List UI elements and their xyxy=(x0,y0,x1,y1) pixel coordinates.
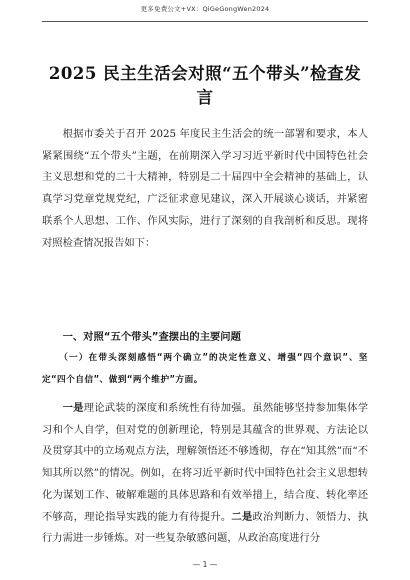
header-divider xyxy=(42,21,368,22)
point-lead-2: 二是 xyxy=(231,510,253,523)
body-paragraph xyxy=(42,398,368,550)
page-number: — 1 — xyxy=(192,560,218,569)
header-note: 更多免费公文+VX：QiGeGongWen2024 xyxy=(140,5,270,13)
intro-text: 根据市委关于召开 2025 年度民主生活会的统一部署和要求，本人紧紧围绕“五个带头”主题，在前期深入学习习近平新时代中国特色社会主义思想和党的二十大精神，特别是二十届四中全会精神的基础上，认真学习党章党规党纪，广泛征求意见建议，深入开展谈心谈话，并紧密联系个人思想、工作、作风实际，进行了深刻的自我剖析和反思。现将对照检查情况报告如下： xyxy=(42,128,368,249)
point-text-2: 政治判断力、领悟力、执行力需进一步锤炼。对一些复杂敏感问题，从政治高度进行分 xyxy=(42,510,368,545)
paragraph-text xyxy=(42,398,368,550)
point-lead-1: 一是 xyxy=(62,402,84,414)
point-text-1: 理论武装的深度和系统性有待加强。虽然能够坚持参加集体学习和个人自学，但对党的创新理论，特别是其蕴含的世界观、方法论以及贯穿其中的立场观点方法，理解领悟还不够透彻，存在“知其然”而“不知其所以然”的情况。例如，在将习近平新时代中国特色社会主义思想转化为谋划工作、破解难题的具体思路和有效举措上，结合度、转化率还不够高，理论指导实践的能力有待提升。 xyxy=(42,402,369,523)
intro-paragraph xyxy=(42,124,368,254)
sub-heading: （一）在带头深刻感悟“两个确立”的决定性意义、增强“四个意识”、坚定“四个自信”、做到“两个维护”方面。 xyxy=(42,353,368,385)
section-heading: 一、对照“五个带头”查摆出的主要问题 xyxy=(62,331,241,343)
document-title: 2025 民主生活会对照“五个带头”检查发言 xyxy=(48,64,362,107)
